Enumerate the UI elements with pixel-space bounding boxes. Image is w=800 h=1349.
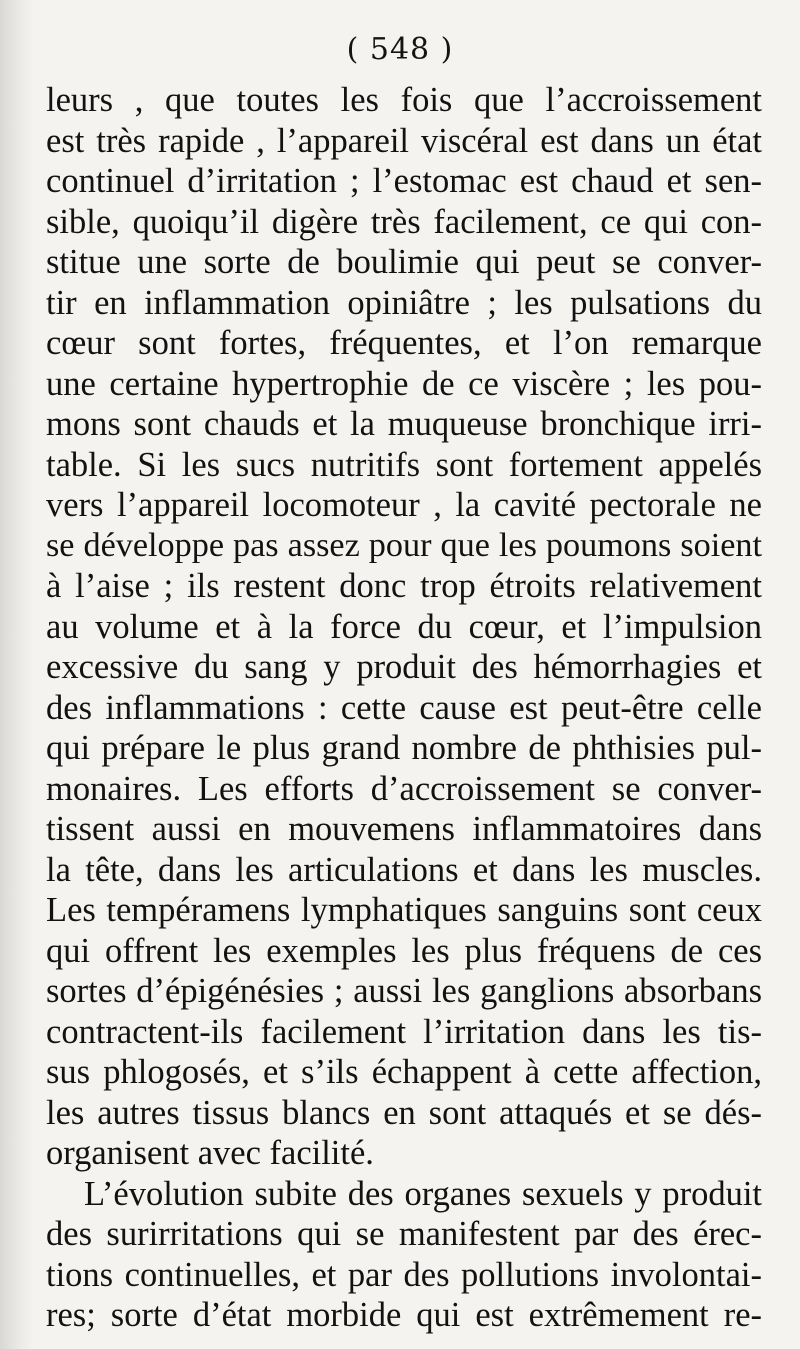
- text-line-8: une certaine hypertrophie de ce viscère ; les pou-: [46, 364, 762, 403]
- text-line-22: qui offrent les exemples les plus fréquens de ces: [46, 931, 762, 970]
- text-line-17: qui prépare le plus grand nombre de phthisies pul-: [46, 729, 762, 767]
- text-line-16: des inflammations : cette cause est peut-être celle: [46, 688, 762, 727]
- text-line-25: sus phlogosés, et s’ils échappent à cette affection,: [46, 1053, 762, 1091]
- text-line-15: excessive du sang y produit des hémorrhagies et: [46, 648, 762, 686]
- text-line-10: table. Si les sucs nutritifs sont fortement appelés: [46, 445, 762, 484]
- text-line-9: mons sont chauds et la muqueuse bronchique irri-: [46, 405, 762, 443]
- text-line-6: tir en inflammation opiniâtre ; les pulsations du: [46, 283, 762, 322]
- text-line-3: continuel d’irritation ; l’estomac est chaud et sen-: [46, 162, 762, 200]
- text-line-5: stitue une sorte de boulimie qui peut se conver-: [46, 243, 762, 281]
- body-text: [46, 80, 762, 1336]
- text-line-7: cœur sont fortes, fréquentes, et l’on remarque: [46, 324, 762, 362]
- text-line-13: à l’aise ; ils restent donc trop étroits relativement: [46, 567, 762, 605]
- text-line-24: contractent-ils facilement l’irritation dans les tis-: [46, 1012, 762, 1051]
- text-line-14: au volume et à la force du cœur, et l’impulsion: [46, 607, 762, 646]
- text-line-20: la tête, dans les articulations et dans les muscles.: [46, 850, 762, 889]
- text-line-12: se développe pas assez pour que les poumons soient: [46, 526, 762, 564]
- text-line-31: res; sorte d’état morbide qui est extrêmement re-: [46, 1296, 762, 1334]
- text-line-27: organisent avec facilité.: [46, 1134, 374, 1172]
- text-line-19: tissent aussi en mouvemens inflammatoires dans: [46, 810, 762, 848]
- text-line-4: sible, quoiqu’il digère très facilement, ce qui con-: [46, 202, 762, 241]
- text-line-21: Les tempéramens lymphatiques sanguins sont ceux: [46, 891, 762, 929]
- text-line-23: sortes d’épigénésies ; aussi les ganglions absorbans: [46, 972, 762, 1010]
- text-line-2: est très rapide , l’appareil viscéral est dans un état: [46, 121, 762, 160]
- text-line-11: vers l’appareil locomoteur , la cavité pectorale ne: [46, 486, 762, 524]
- text-line-26: les autres tissus blancs en sont attaqués et se dés-: [46, 1093, 762, 1132]
- page-edge-shadow: [0, 0, 34, 1349]
- text-line-1: leurs , que toutes les fois que l’accroissement: [46, 81, 762, 119]
- text-line-18: monaires. Les efforts d’accroissement se conver-: [46, 769, 762, 808]
- page-number: ( 548 ): [346, 32, 454, 67]
- text-line-29: des surirritations qui se manifestent par des érec-: [46, 1215, 762, 1253]
- text-line-28: L’évolution subite des organes sexuels y produit: [84, 1174, 762, 1213]
- text-line-30: tions continuelles, et par des pollutions involontai-: [46, 1255, 762, 1294]
